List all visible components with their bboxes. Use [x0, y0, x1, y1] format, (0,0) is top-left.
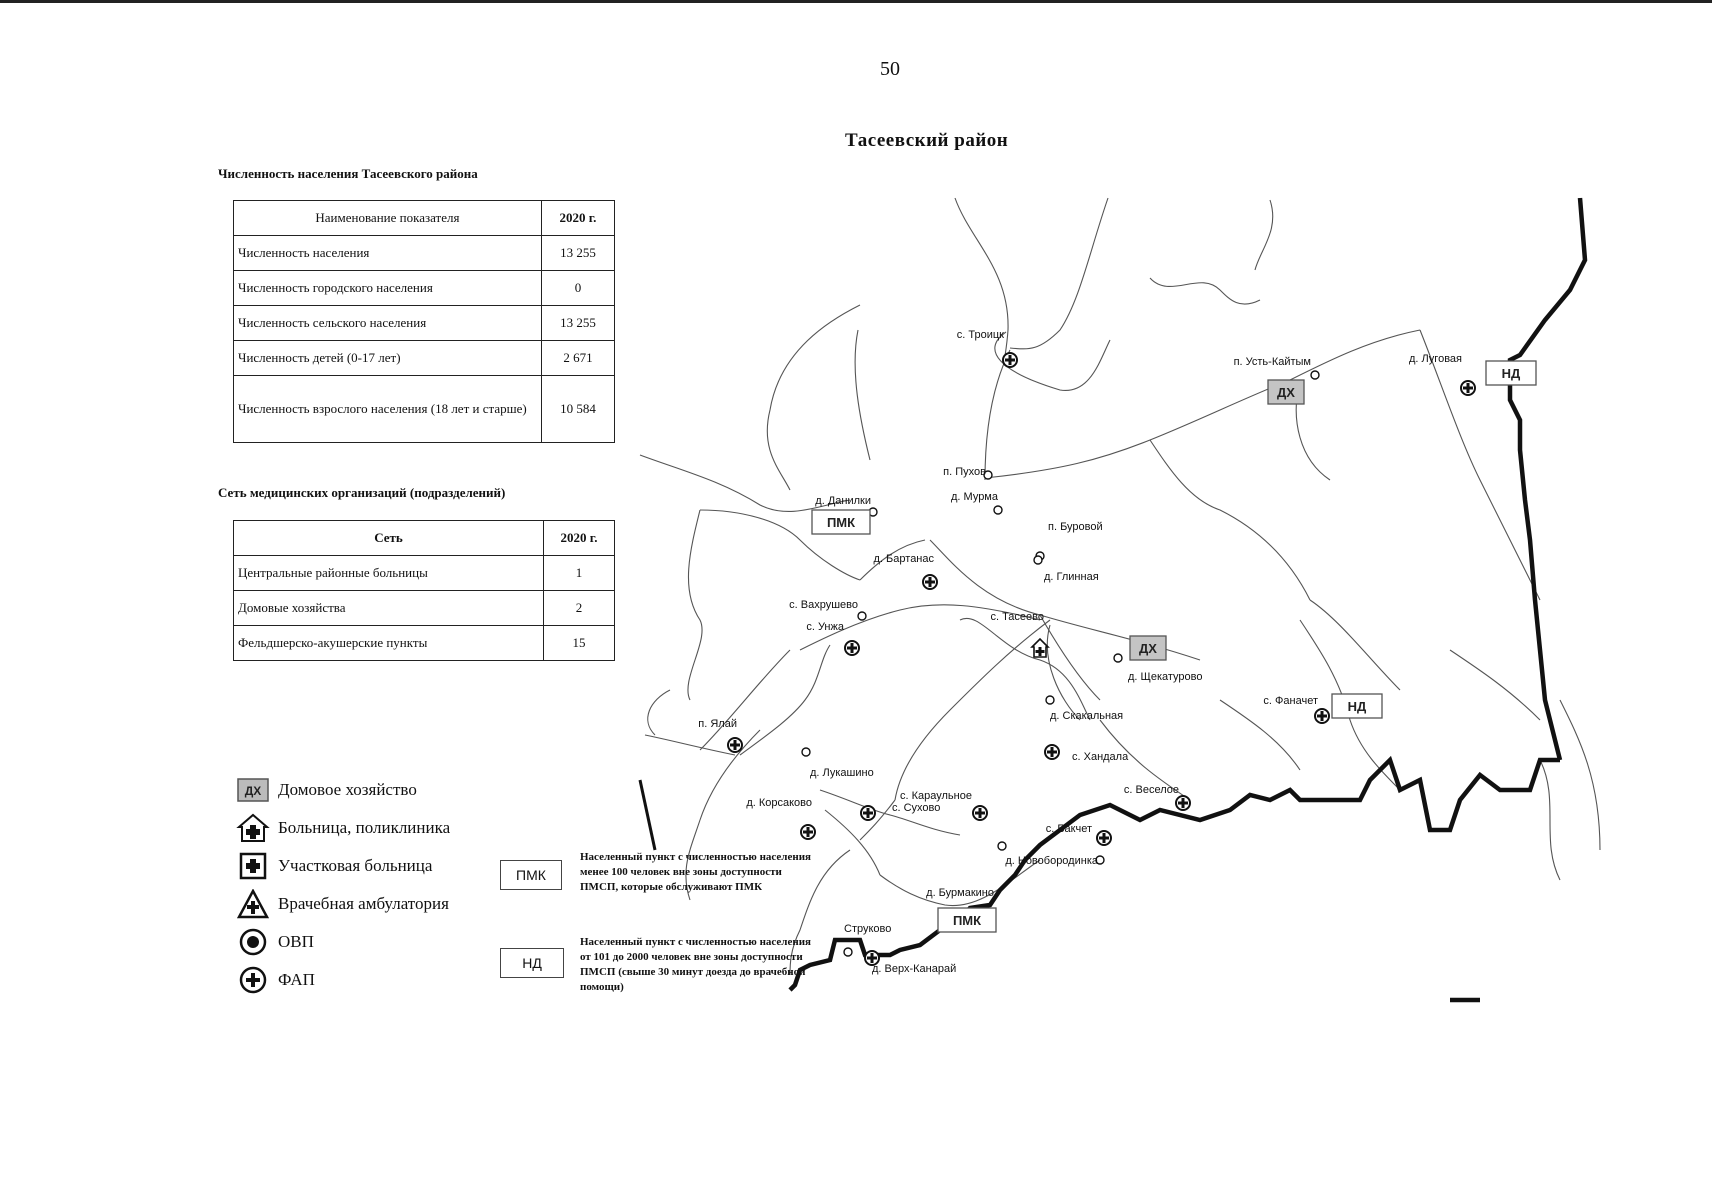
legend-item [236, 851, 432, 881]
population-table-caption: Численность населения Тасеевского района [218, 166, 478, 181]
place-label: д. Новобородинка [1005, 855, 1098, 867]
map-place [789, 599, 866, 620]
hospital-house-icon [1032, 639, 1048, 657]
legend-item [236, 889, 449, 919]
pmk-box [812, 510, 870, 534]
ovp-icon [236, 927, 270, 957]
pmk-box [938, 908, 996, 932]
legend-item [236, 775, 417, 805]
table-cell-label: Численность детей (0-17 лет) [234, 341, 542, 376]
settlement-marker [844, 948, 852, 956]
fap-icon [728, 738, 742, 752]
place-label: д. Лукашино [810, 767, 874, 779]
settlement-marker [858, 612, 866, 620]
fap-icon [236, 965, 270, 995]
legend-pmk-note: Населенный пункт с численностью населения менее 100 человек вне зоны доступности ПМСП, которые обслуживают ПМК [580, 851, 811, 893]
table-cell-value: 2 671 [541, 341, 614, 376]
network-table-caption: Сеть медицинских организаций (подразделений) [218, 485, 506, 500]
place-label: с. Троицк [956, 329, 1004, 341]
dx-box [1130, 636, 1166, 660]
table-header-cell: Наименование показателя [234, 201, 542, 236]
table-cell-label: Центральные районные больницы [234, 556, 544, 591]
table-cell-label: Численность взрослого населения (18 лет и старше) [234, 376, 542, 443]
settlement-marker [1046, 696, 1054, 704]
legend-item [236, 927, 314, 957]
fap-icon [861, 806, 875, 820]
district-boundary [790, 198, 1585, 1000]
map-place [943, 466, 992, 479]
place-label: д. Щекатурово [1128, 671, 1203, 683]
svg-text:ПМК: ПМК [952, 913, 982, 928]
place-label: д. Корсаково [746, 797, 812, 809]
svg-text:НД: НД [1501, 366, 1521, 381]
svg-text:ДХ: ДХ [1139, 641, 1157, 656]
map-place [861, 802, 940, 820]
legend-label: Больница, поликлиника [278, 818, 451, 837]
place-label: с. Хандала [1072, 751, 1129, 763]
fap-icon [801, 825, 815, 839]
settlement-marker [998, 842, 1006, 850]
table-cell-value: 15 [544, 626, 615, 661]
svg-text:ДХ: ДХ [1277, 385, 1295, 400]
map-place [1045, 745, 1129, 763]
legend-nd-note: Населенный пункт с численностью населения от 101 до 2000 человек вне зоны доступности ПМСП (свыше 30 минут доезда до врачебной помощи) [580, 936, 811, 993]
map-place [1034, 556, 1099, 583]
map-place [746, 797, 815, 839]
table-cell-label: Численность городского населения [234, 271, 542, 306]
place-label: с. Веселое [1123, 784, 1179, 796]
table-cell-label: Численность населения [234, 236, 542, 271]
table-header-cell: Сеть [234, 521, 544, 556]
place-label: с. Унжа [806, 621, 844, 633]
legend-label: Домовое хозяйство [278, 780, 417, 799]
settlement-marker [802, 748, 810, 756]
place-label: п. Пухов [943, 466, 986, 478]
map-place [1036, 521, 1103, 560]
map-place [990, 611, 1048, 657]
table-cell-value: 10 584 [541, 376, 614, 443]
ambulatory-icon [236, 889, 270, 919]
table-cell-label: Фельдшерско-акушерские пункты [234, 626, 544, 661]
table-cell-label: Численность сельского населения [234, 306, 542, 341]
place-label: с. Фаначет [1263, 695, 1318, 707]
map-place [874, 553, 937, 589]
legend-label: ФАП [278, 970, 315, 989]
legend-pmk-box: ПМК [500, 860, 562, 890]
page-title: Тасеевский район [845, 130, 1009, 151]
place-label: д. Данилки [815, 495, 871, 507]
district-hospital-icon [236, 851, 270, 881]
place-label: д. Луговая [1408, 353, 1462, 365]
place-label: п. Усть-Кайтым [1233, 356, 1311, 368]
map-place [926, 842, 1006, 899]
fap-icon [973, 806, 987, 820]
fap-icon [1461, 381, 1475, 395]
fap-icon [1176, 796, 1190, 810]
map-place [802, 748, 874, 779]
table-cell-value: 0 [541, 271, 614, 306]
fap-icon [1097, 831, 1111, 845]
place-label: д. Мурма [951, 491, 998, 503]
table-header-cell: 2020 г. [541, 201, 614, 236]
map-place [951, 491, 1002, 514]
svg-text:ПМК: ПМК [826, 515, 856, 530]
table-cell-value: 13 255 [541, 306, 614, 341]
fap-icon [845, 641, 859, 655]
hospital-house-icon [236, 813, 270, 843]
map-place [1005, 855, 1104, 867]
svg-text:ДХ: ДХ [244, 784, 262, 798]
place-label: с. Сухово [892, 802, 941, 814]
legend-label: Участковая больница [278, 856, 433, 875]
legend-item [236, 813, 450, 843]
table-cell-label: Домовые хозяйства [234, 591, 544, 626]
map-place [1046, 823, 1111, 845]
legend-label: Врачебная амбулатория [278, 894, 449, 913]
map-place [1234, 356, 1319, 379]
nd-box [1486, 361, 1536, 385]
dx-box-icon [236, 775, 270, 805]
map-place [865, 951, 956, 975]
fap-icon [1315, 709, 1329, 723]
dx-box [1268, 380, 1304, 404]
map-place [1263, 695, 1329, 723]
place-label: д. Бартанас [873, 553, 934, 565]
page-number: 50 [880, 58, 900, 80]
map-box-labels [812, 361, 1536, 932]
table-cell-value: 1 [544, 556, 615, 591]
fap-icon [923, 575, 937, 589]
map-place [698, 718, 742, 752]
settlement-marker [1114, 654, 1122, 662]
edge-mark [640, 780, 655, 850]
place-label: д. Скакальная [1050, 710, 1124, 722]
place-label: д. Глинная [1044, 571, 1099, 583]
settlement-marker [1034, 556, 1042, 564]
legend-nd-box: НД [500, 948, 564, 978]
table-cell-value: 13 255 [541, 236, 614, 271]
nd-box [1332, 694, 1382, 718]
place-label: д. Бурмакино [926, 887, 994, 899]
place-label: п. Ялай [698, 718, 737, 730]
settlement-marker [994, 506, 1002, 514]
table-header-cell: 2020 г. [544, 521, 615, 556]
place-label: с. Тасеево [990, 611, 1044, 623]
settlement-marker [1311, 371, 1319, 379]
fap-icon [1045, 745, 1059, 759]
table-cell-value: 2 [544, 591, 615, 626]
place-label: с. Караульное [900, 790, 972, 802]
fap-icon [1003, 353, 1017, 367]
place-label: с. Бакчет [1045, 823, 1092, 835]
svg-text:НД: НД [1347, 699, 1367, 714]
legend-item [236, 965, 315, 995]
place-label: Струково [844, 923, 892, 935]
place-label: с. Вахрушево [789, 599, 858, 611]
map-place [1124, 784, 1190, 810]
place-label: п. Буровой [1048, 521, 1103, 533]
legend-label: ОВП [278, 932, 314, 951]
place-label: д. Верх-Канарай [872, 963, 957, 975]
